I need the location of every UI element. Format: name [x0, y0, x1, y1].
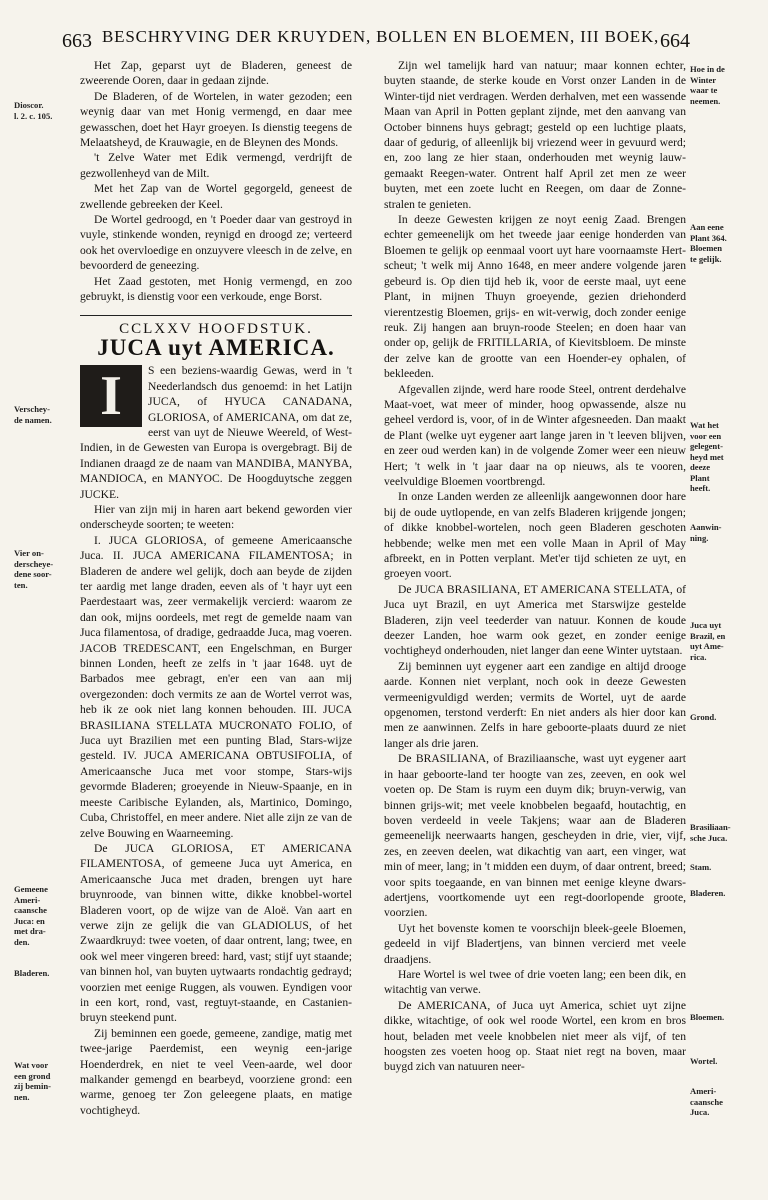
paragraph: Zij beminnen uyt eygener aart een zandige en altijd drooge aarde. Konnen niet verplant, noch ook in deeze Gewesten vermeenigvuldigd werden; vermits de Wortel, uyt de aarde opgenomen, terstond verderft: En niet anders als hier door kan men ze aanwinnen. Zelfs in hare geboorte-plaats duurd ze niet langer als drie jaren. — [384, 659, 686, 750]
paragraph: Het Zap, geparst uyt de Bladeren, geneest de zweerende Ooren, daar in gedaan zijnde. — [80, 59, 352, 88]
margin-note — [690, 64, 762, 106]
paragraph: Zij beminnen een goede, gemeene, zandige, matig met twee-jarige Paerdemist, een weynig een-jarige Hoenderdrek, en niet te veel Veen-aarde, wel door malkander gemengd en bearbeyd, voorziene grond: een warme, genoeg ter Zon geleegene plaats, en matige vochtigheyd. — [80, 1026, 352, 1117]
margin-note-line: zij bemin- — [14, 1081, 51, 1091]
margin-note-line: voor een — [690, 430, 722, 441]
paragraph: De JUCA BRASILIANA, ET AMERICANA STELLATA, of Juca uyt Brazil, en uyt America met Starswijze gestelde Bladeren, zijn veel teederder van natuur. Konnen de koude deezer Landen, hoe warm ook gezet, en zonder eenige vochtigheyd onderhouden, niet langer dan eene Winter uytstaan. — [384, 582, 686, 658]
margin-note — [690, 822, 762, 843]
right-column — [384, 58, 686, 1075]
paragraph: De Wortel gedroogd, en 't Poeder daar van gestroyd in vuyle, stinkende wonden, reynigd en droogd ze; verteerd ook het overvloedige en onzuyvere vleesch in de zelve, en bevoorderd de geneezing. — [80, 213, 352, 273]
margin-note-line: Juca: en — [14, 915, 45, 926]
margin-note — [690, 1056, 762, 1067]
margin-note-line: gelegent- — [690, 441, 723, 451]
margin-note-line: Juca. — [690, 1107, 710, 1117]
paragraph: Hare Wortel is wel twee of drie voeten lang; een been dik, en witachtig van verwe. — [384, 967, 686, 997]
margin-note — [690, 1086, 762, 1118]
paragraph: De JUCA GLORIOSA, ET AMERICANA FILAMENTOSA, of gemeene Juca uyt America, en Americaansche Juca met draden, brengen uyt hare bruynroode, van binnen witte, dikke knobbel-wortel Bladeren voort, op de wijze van de Aloë. Van aart en verwe zijn ze gelijk die van GLADIOLUS, of het Zwaardkruyd: twee voeten, of daar ontrent, lang; twee, en ook wel meer vingeren breed: hard, vast; stijf uyt staande; van binnen hol, van buyten uytwaarts rondachtig gedrayd; voorzien met eenige Ruggen, als vouwen. Eyndigen voor in een kort, rond, vast, regtuyt-staande, en Castanien-bruyn steekend punt. — [80, 841, 352, 1025]
margin-note-line: neemen. — [690, 95, 721, 106]
margin-note — [690, 862, 762, 873]
margin-note-line: nen. — [14, 1091, 30, 1102]
margin-note-line: Ameri- — [690, 1086, 717, 1096]
margin-note-line: Dioscor. — [14, 100, 44, 110]
divider — [80, 315, 352, 316]
margin-note — [14, 100, 74, 121]
margin-note-line: te gelijk. — [690, 253, 722, 264]
paragraph: Uyt het bovenste komen te voorschijn bleek-geele Bloemen, gedeeld in vijf Bladertjens, van binnen vercierd met veele draadjens. — [384, 921, 686, 966]
margin-note-line: Wat het — [690, 420, 719, 430]
opening-text: S een beziens-waardig Gewas, werd in 't Neederlandsch dus genoemd: in het Latijn JUCA, of HYUCA CANADANA, GLORIOSA, of AMERICANA, om dat ze, eerst van uyt de Nieuwe Weereld, of West-Indien, in de Gewesten van Europa is overgebragt. Bij de Indianen draagd ze de naam van MANDIBA, MANYBA, MANDIOCA, en MANYOC. De Hoogduytsche zeggen JUCKE. — [80, 364, 352, 501]
margin-note — [14, 404, 74, 425]
margin-note — [14, 968, 74, 979]
margin-note-line: Juca uyt — [690, 620, 722, 630]
paragraph: Afgevallen zijnde, werd hare roode Steel, ontrent derdehalve Maat-voet, wat meer of minder, hoog opwassende, alsze nu geheel verdord is, voor, of in de Winter afgesneeden. Dan maakt de Plant (welke uyt eygener aart lange jaren in 't leeven blijven, en zeer oud werden kan) in de volgende Zomer weer een nieuw Hert; 't welk in 't jaar daar na op nieuws, als te vooren, veelvuldige Bloemen voortbrengd. — [384, 382, 686, 488]
paragraph: In deeze Gewesten krijgen ze noyt eenig Zaad. Brengen echter gemeenelijk om het tweede jaar eenige honderden van Bloemen te gelijk op eenmaal voort uyt hare voornaamste Hert-scheut; 't welk mij Anno 1648, en meer andere volgende jaren gebeurd is. Op dien tijd heb ik, voor de eerste maal, uyt eene Plant, in mijnen Thuyn groeyende, gezien driehonderd vierentzestig Bloemen, grijs- en wit-verwig, doch zonder eenige reuk. Zij hangen aan bruyn-roode Steelen; en doen haar van onder op, gelijk de FRITILLARIA, of Kievitsbloem. De minste der zelve kan de grootte van een Hoender-ey ophalen, of bekleeden. — [384, 213, 686, 381]
margin-note-line: Plant — [690, 472, 710, 483]
margin-note-line: dene soor- — [14, 569, 52, 579]
chapter-number: CCLXXV HOOFDSTUK. — [119, 320, 313, 337]
margin-note-line: Hoe in de — [690, 64, 725, 74]
margin-note-line: caansche — [690, 1096, 723, 1107]
margin-note-line: Ameri- — [14, 894, 41, 905]
paragraph: De Bladeren, of de Wortelen, in water gezoden; een weynig daar van met Honig vermengd, en daar mee gewasschen, doet het Hayr groeyen. Is dienstig teegens de Melaatsheyd, de Krauwagie, en de Bleynen des Monds. — [80, 89, 352, 150]
paragraph: De BRASILIANA, of Braziliaansche, wast uyt eygener aart in haar geboorte-land ter hoogte van zes, zeeven, en ook wel voeten op. De Stam is ruym een duym dik; bruyn-verwig, van binnen grijs-wit; met veele knobbelen begaafd, houtachtig, en boven verdeeld in veele Takjens; waar aan de Bladeren gemeenelijk neerwaarts hangen, gescheyden in drie, vier, vijf, zes, en zeeven deelen, wat dikachtig van aart, een vinger, wat min of meer, lang; in 't midden een duym, of daar ontrent, breed; voor spits toegaande, en van binnen met eenige kleyne dwars-adertjens, voortkomende uyt een regt-doorlopende groote, voorzien. — [384, 752, 686, 920]
margin-note-line: ten. — [14, 579, 28, 590]
margin-note-line: Aanwin- — [690, 522, 722, 532]
drop-cap: I — [80, 365, 142, 427]
running-header — [62, 16, 690, 56]
paragraph: In onze Landen werden ze alleenlijk aangewonnen door hare bij de oude uytlopende, en van zelfs Bladeren krijgende jongen; of dikke knobbel-wortelen, noch geen Bladeren geschoten hebbende; welke men met een volle Maan in April of May afbreekt, en in Potten verplant. Met'er tijd schieten ze uyt, en groeyen voort. — [384, 490, 686, 581]
margin-note — [14, 884, 74, 947]
margin-note-line: Gemeene — [14, 884, 48, 894]
page-number-right: 664 — [660, 30, 690, 52]
margin-note-line: Plant 364. — [690, 232, 727, 243]
margin-note-line: heeft. — [690, 483, 711, 493]
margin-note-line: Bloemen. — [690, 1012, 725, 1022]
margin-note — [690, 222, 762, 264]
paragraph: Met het Zap van de Wortel gegorgeld, geneest de zwellende gebreeken der Keel. — [80, 182, 352, 211]
margin-note-line: heyd met — [690, 451, 724, 462]
margin-note — [690, 1012, 762, 1023]
margin-note — [690, 420, 762, 494]
margin-note-line: Brasiliaan- — [690, 822, 731, 832]
margin-note-line: Wat voor — [14, 1060, 49, 1070]
margin-note-line: den. — [14, 936, 30, 947]
margin-note — [14, 548, 74, 590]
running-title: BESCHRYVING DER KRUYDEN, BOLLEN EN BLOEMEN, III BOEK, — [102, 27, 660, 46]
margin-note-line: rica. — [690, 651, 707, 662]
margin-note-line: Aan eene — [690, 222, 724, 232]
margin-note — [690, 888, 762, 899]
margin-note-line: Verschey- — [14, 404, 50, 414]
paragraph: Zijn wel tamelijk hard van natuur; maar konnen echter, buyten staande, de sterke koude en Vorst onzer Landen in de Winter-tijd niet verdragen. Werden derhalven, met een wassende Maan van April in Potten geplant zijnde, met den aanvang van October binnens huys gebragt; gesteld op een luchtige plaats, daar of gedurig, of alleenlijk bij vriezend weer in gevuurd werd; en, zoo lang ze hier staan, onderhouden met weynig lauw-gemaakt Reegen-water. Ontrent half April zet men ze weer buyten, met een zoete lucht en Reegen, om daar de Zonne-stralen te genieten. — [384, 59, 686, 211]
chapter-title: JUCA uyt AMERICA. — [97, 334, 335, 360]
margin-note-line: Winter — [690, 74, 717, 85]
margin-note — [690, 620, 762, 662]
paragraph: Hier van zijn mij in haren aart bekend geworden vier onderscheyde soorten; te weeten: — [80, 502, 352, 532]
margin-note-line: uyt Ame- — [690, 641, 724, 651]
margin-note-line: Grond. — [690, 712, 717, 722]
margin-note-line: Brazil, en — [690, 630, 726, 641]
margin-note-line: een grond — [14, 1070, 51, 1081]
paragraph: Het Zaad gestoten, met Honig vermengd, en zoo gebruykt, is dienstig voor een verkoude, enge Borst. — [80, 274, 352, 304]
margin-note-line: deeze — [690, 462, 711, 472]
left-column — [80, 58, 352, 1118]
margin-note-line: waar te — [690, 85, 718, 95]
margin-note-line: sche Juca. — [690, 832, 728, 843]
margin-note-line: de namen. — [14, 414, 52, 425]
margin-note-line: Bloemen — [690, 243, 722, 253]
opening-paragraph — [80, 363, 352, 502]
margin-note — [690, 712, 762, 723]
margin-note-line: Vier on- — [14, 548, 44, 558]
paragraph: I. JUCA GLORIOSA, of gemeene Americaansche Juca. II. JUCA AMERICANA FILAMENTOSA; in Bladeren de andere wel gelijk, doch aan beyde de zijden ter aardig met lange draden, eeven als of 't hayr uyt een Paerdestaart was, zeer vermakelijk vercierd: waarom ze dan ook, mijns oordeels, met regt de gemelde naam van Juca filamentosa, of dradige, gedraadde Juca, mag voeren. JACOB TREDESCANT, een Engelschman, en Burger binnen Londen, heeft ze zelfs in 't jaar 1648. uyt de Barbados mee gebragt, en'er een van aan mij overgezonden: doch vermits ze aan de Wortel verrot was, heb ik ze ook niet lang konnen behouden. III. JUCA BRASILIANA STELLATA MUCRONATO FOLIO, of Juca uyt Brazilien met een punting Blad, Stars-wijze gesteld. IV. JUCA AMERICANA OBTUSIFOLIA, of Americaansche Juca met voor stompe, Stars-wijs gevormde Bladeren; groeyende in Nieuw-Spaanje, en in meeste Caribische Eylanden, als, Martinico, Domingo, Cuba, Christoffel, en meer andere. Niet alle zijn ze van de zelve Bouwing en Waarneeming. — [80, 533, 352, 840]
margin-note-line: ning. — [690, 532, 709, 543]
margin-note-line: Wortel. — [690, 1056, 718, 1066]
margin-note-line: Bladeren. — [14, 968, 50, 978]
margin-note-line: derscheye- — [14, 558, 54, 569]
margin-note — [690, 522, 762, 543]
margin-note-line: met dra- — [14, 926, 46, 936]
paragraph: De AMERICANA, of Juca uyt America, schiet uyt zijne dikke, witachtige, of ook wel roode Wortel, een krom en bros hout, beladen met veele knobbelen niet meer als vijf, of ten hoogsten zes voeten hoog op. Staat niet regt na boven, maar buygd zich van natuuren neer- — [384, 998, 686, 1074]
margin-note-line: Stam. — [690, 862, 712, 872]
margin-note-line: l. 2. c. 105. — [14, 110, 53, 121]
margin-note-line: caansche — [14, 905, 47, 915]
page-number-left: 663 — [62, 30, 92, 52]
paragraph: 't Zelve Water met Edik vermengd, verdrijft de gezwollenheyd van de Milt. — [80, 151, 352, 180]
margin-note — [14, 1060, 74, 1102]
margin-note-line: Bladeren. — [690, 888, 726, 898]
